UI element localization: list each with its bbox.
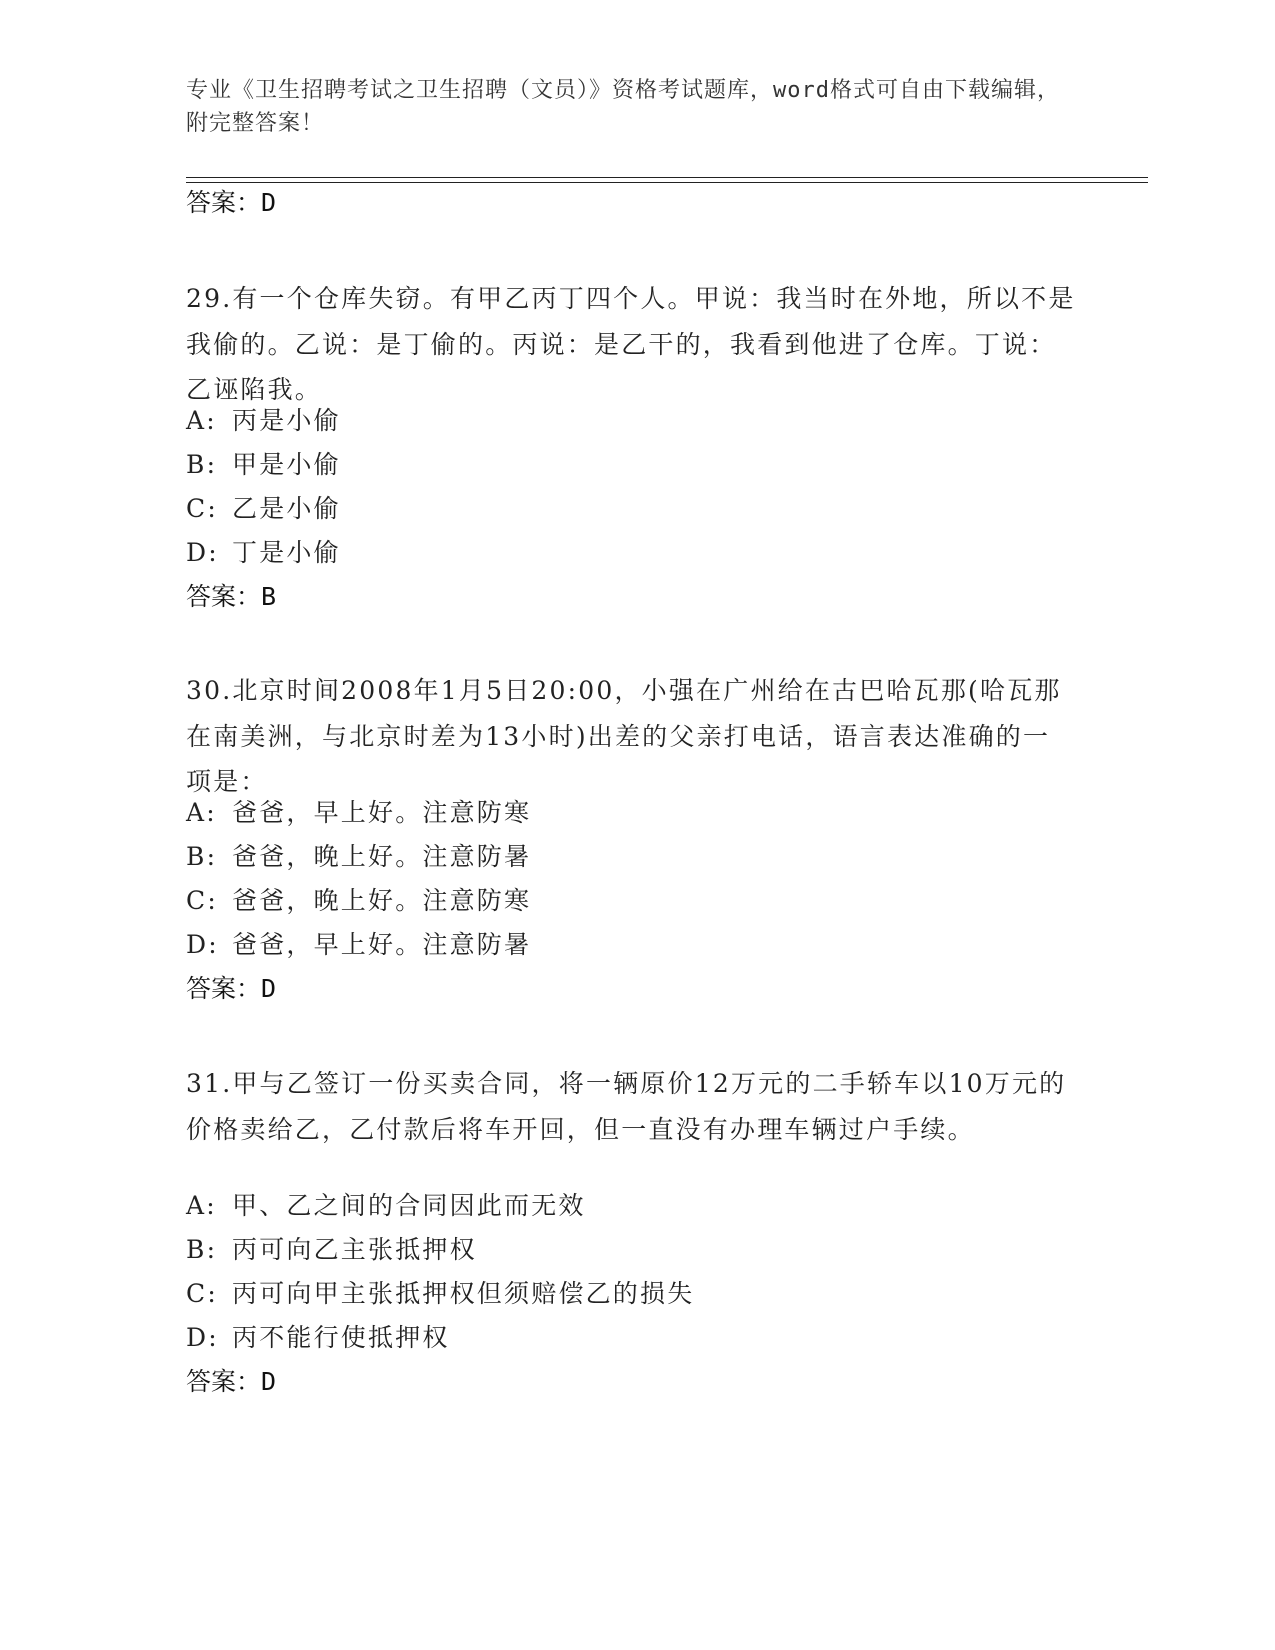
question-30-option-a — [186, 796, 531, 830]
option-key: A: — [186, 798, 217, 827]
option-key: C: — [186, 886, 218, 915]
option-key: D: — [186, 1323, 219, 1352]
option-key: B: — [186, 842, 218, 871]
question-29-option-d — [186, 536, 341, 570]
option-text: 丙可向乙主张抵押权 — [232, 1235, 477, 1264]
option-key: A: — [186, 1191, 217, 1220]
option-text: 爸爸，早上好。注意防暑 — [232, 930, 532, 959]
question-30-answer: 答案：D — [186, 974, 277, 1003]
previous-answer: 答案：D — [186, 188, 277, 217]
option-text: 丙不能行使抵押权 — [232, 1323, 450, 1352]
question-31-answer: 答案：D — [186, 1367, 277, 1396]
header-divider-bottom — [186, 182, 1148, 183]
header-divider-top — [186, 177, 1148, 178]
option-text: 爸爸，早上好。注意防寒 — [232, 798, 532, 827]
option-text: 丙可向甲主张抵押权但须赔偿乙的损失 — [232, 1279, 695, 1308]
option-text: 丁是小偷 — [232, 538, 341, 567]
question-31-option-c — [186, 1277, 694, 1311]
option-key: C: — [186, 494, 218, 523]
question-29-text: 29.有一个仓库失窃。有甲乙丙丁四个人。甲说：我当时在外地，所以不是我偷的。乙说：是丁偷的。丙说：是乙干的，我看到他进了仓库。丁说：乙诬陷我。 — [186, 284, 1076, 404]
question-30-option-c — [186, 884, 531, 918]
option-key: C: — [186, 1279, 218, 1308]
question-31-option-b — [186, 1233, 477, 1267]
option-key: D: — [186, 538, 219, 567]
option-text: 丙是小偷 — [232, 406, 341, 435]
question-29-option-b — [186, 448, 341, 482]
option-text: 爸爸，晚上好。注意防暑 — [232, 842, 532, 871]
option-key: B: — [186, 450, 218, 479]
question-30-option-b — [186, 840, 531, 874]
option-text: 甲是小偷 — [232, 450, 341, 479]
option-text: 乙是小偷 — [232, 494, 341, 523]
question-29-option-a — [186, 404, 341, 438]
question-29-answer: 答案：B — [186, 582, 277, 611]
question-31-option-a — [186, 1189, 586, 1223]
option-key: B: — [186, 1235, 218, 1264]
question-30-text: 30.北京时间2008年1月5日20:00，小强在广州给在古巴哈瓦那(哈瓦那在南美洲，与北京时差为13小时)出差的父亲打电话，语言表达准确的一项是： — [186, 676, 1062, 796]
question-29-option-c — [186, 492, 341, 526]
question-31-text: 31.甲与乙签订一份买卖合同，将一辆原价12万元的二手轿车以10万元的价格卖给乙，乙付款后将车开回，但一直没有办理车辆过户手续。 — [186, 1069, 1067, 1144]
question-30-option-d — [186, 928, 531, 962]
option-key: A: — [186, 406, 217, 435]
document-header: 专业《卫生招聘考试之卫生招聘（文员）》资格考试题库，word格式可自由下载编辑，附完整答案！ — [186, 78, 1060, 136]
question-31-option-d — [186, 1321, 450, 1355]
option-text: 甲、乙之间的合同因此而无效 — [232, 1191, 586, 1220]
option-key: D: — [186, 930, 219, 959]
option-text: 爸爸，晚上好。注意防寒 — [232, 886, 532, 915]
